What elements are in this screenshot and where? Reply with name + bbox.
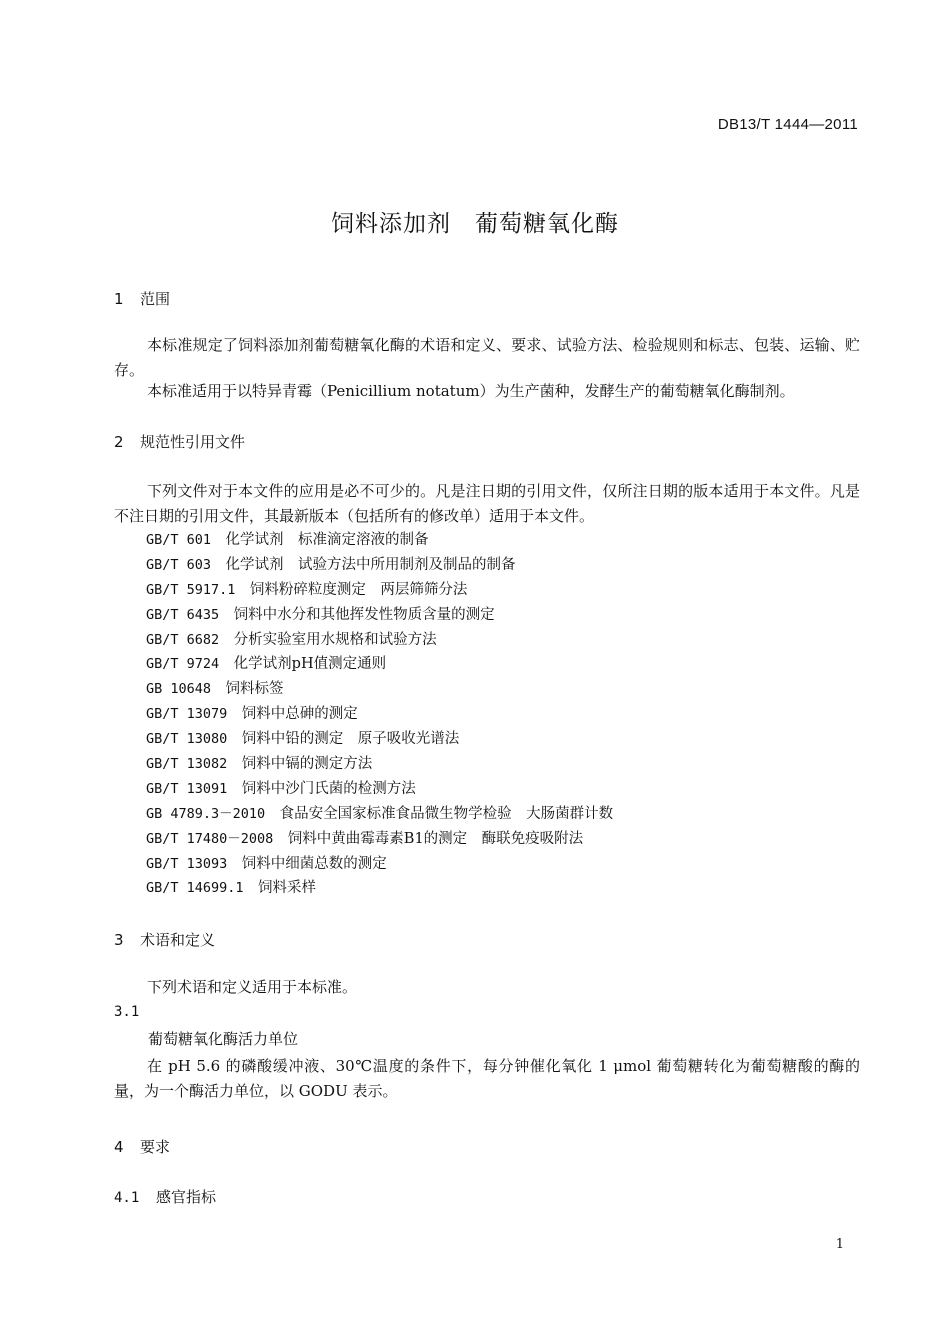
terms-intro: 下列术语和定义适用于本标准。	[147, 978, 358, 996]
section-number: 3	[114, 931, 124, 949]
reference-title: 化学试剂 标准滴定溶液的制备	[225, 532, 429, 548]
reference-item	[146, 578, 613, 603]
reference-item	[146, 777, 613, 802]
subsection-number: 3.1	[114, 1004, 140, 1020]
section-title: 术语和定义	[140, 931, 216, 949]
reference-code: GB/T 5917.1	[146, 581, 236, 598]
reference-item	[146, 603, 613, 628]
reference-code: GB/T 17480－2008	[146, 830, 274, 847]
standard-number: DB13/T 1444—2011	[717, 116, 858, 133]
reference-code: GB/T 13091	[146, 780, 228, 797]
reference-title: 化学试剂pH值测定通则	[233, 656, 387, 673]
reference-code: GB/T 13082	[146, 756, 228, 773]
section-title: 规范性引用文件	[140, 433, 246, 451]
section-title: 要求	[140, 1138, 171, 1156]
reference-item	[146, 652, 613, 677]
reference-item	[146, 702, 613, 727]
reference-title: 饲料中黄曲霉毒素B1的测定 酶联免疫吸附法	[287, 830, 584, 847]
reference-item	[146, 528, 613, 553]
term-definition: 在 pH 5.6 的磷酸缓冲液、30℃温度的条件下，每分钟催化氧化 1 μmol 葡萄糖转化为葡萄糖酸的酶的量，为一个酶活力单位，以 GODU 表示。	[114, 1057, 860, 1100]
section-title: 范围	[140, 290, 171, 308]
reference-item	[146, 876, 613, 901]
reference-list	[146, 528, 613, 901]
term-title: 葡萄糖氧化酶活力单位	[148, 1030, 299, 1048]
page-number: 1	[835, 1237, 844, 1252]
reference-title: 饲料中总砷的测定	[241, 706, 358, 723]
reference-title: 饲料中镉的测定方法	[241, 756, 373, 773]
section-heading-requirements	[114, 1136, 170, 1157]
reference-code: GB/T 13093	[146, 855, 228, 872]
reference-title: 饲料采样	[258, 880, 317, 897]
section-number: 2	[114, 433, 124, 451]
reference-code: GB/T 13080	[146, 731, 228, 748]
section-heading-scope	[114, 288, 170, 309]
reference-item	[146, 852, 613, 877]
reference-code: GB/T 603	[146, 556, 212, 573]
reference-title: 饲料中沙门氏菌的检测方法	[241, 780, 416, 797]
reference-code: GB/T 14699.1	[146, 880, 244, 897]
reference-code: GB 10648	[146, 681, 212, 698]
reference-code: GB 4789.3－2010	[146, 805, 266, 822]
reference-item	[146, 553, 613, 578]
reference-code: GB/T 601	[146, 532, 212, 548]
reference-title: 饲料中细菌总数的测定	[241, 855, 387, 872]
reference-item	[146, 628, 613, 653]
reference-title: 饲料中水分和其他挥发性物质含量的测定	[233, 606, 495, 623]
reference-title: 食品安全国家标准食品微生物学检验 大肠菌群计数	[279, 805, 614, 822]
section-heading-normative	[114, 431, 245, 452]
scope-paragraph-1: 本标准规定了饲料添加剂葡萄糖氧化酶的术语和定义、要求、试验方法、检验规则和标志、包装、运输、贮存。	[114, 336, 860, 379]
reference-title: 饲料粉碎粒度测定 两层筛筛分法	[249, 581, 468, 598]
normative-intro: 下列文件对于本文件的应用是必不可少的。凡是注日期的引用文件，仅所注日期的版本适用于本文件。凡是不注日期的引用文件，其最新版本（包括所有的修改单）适用于本文件。	[114, 482, 860, 525]
reference-title: 饲料中铅的测定 原子吸收光谱法	[241, 731, 460, 748]
reference-title: 分析实验室用水规格和试验方法	[233, 631, 437, 648]
reference-code: GB/T 9724	[146, 656, 220, 673]
reference-item	[146, 727, 613, 752]
section-heading-terms	[114, 929, 215, 950]
reference-item	[146, 802, 613, 827]
reference-item	[146, 677, 613, 702]
reference-title: 化学试剂 试验方法中所用制剂及制品的制备	[225, 556, 516, 573]
subsection-heading-sensory	[114, 1186, 216, 1207]
document-title: 饲料添加剂 葡萄糖氧化酶	[331, 211, 619, 237]
subsection-title: 感官指标	[156, 1188, 217, 1206]
section-number: 1	[114, 290, 124, 308]
reference-code: GB/T 6682	[146, 631, 220, 648]
scope-paragraph-2: 本标准适用于以特异青霉（Penicillium notatum）为生产菌种，发酵生产的葡萄糖氧化酶制剂。	[147, 382, 795, 400]
reference-item	[146, 827, 613, 852]
reference-title: 饲料标签	[225, 681, 284, 698]
section-number: 4	[114, 1138, 124, 1156]
reference-item	[146, 752, 613, 777]
subsection-number: 4.1	[114, 1190, 140, 1206]
reference-code: GB/T 6435	[146, 606, 220, 623]
reference-code: GB/T 13079	[146, 706, 228, 723]
